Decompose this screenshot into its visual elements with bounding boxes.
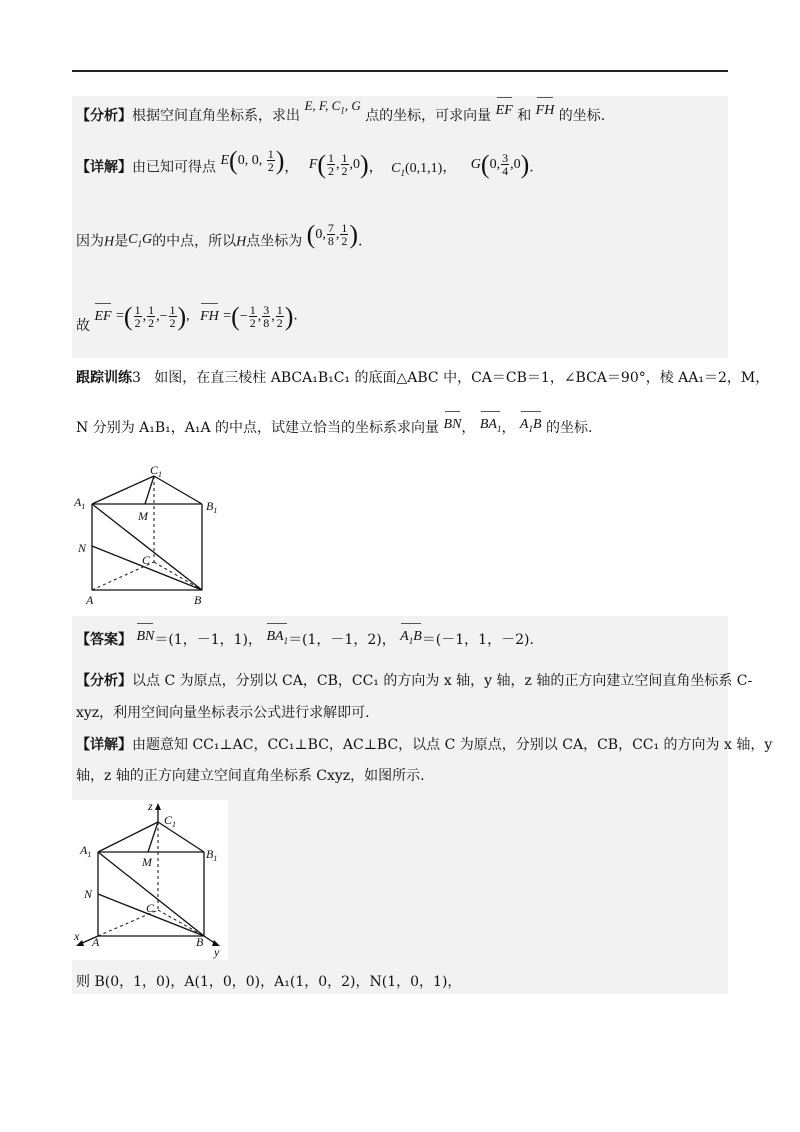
vector-EF: EF [496, 101, 513, 121]
analysis-line-1: 【分析】根据空间直角坐标系，求出 E, F, $C_1$, G 点的坐标，可求向量 EF 和 FH 的坐标. [76, 98, 606, 124]
midpoint-line: 因为H是$C_1G$的中点，所以H点坐标为 (0, $\frac{7}{8}$ , $\frac{1}{2}$ ). [76, 219, 363, 250]
answer-line: 【答案】 BN＝(1，－1，1)， $BA_1=(1$，－1，2)， $A_1B=(-1$，1，－2). [76, 630, 534, 655]
label-N-2: N [84, 887, 93, 901]
answer-label: 【答案】 [76, 632, 132, 648]
analysis2-label: 【分析】 [76, 673, 132, 689]
analysis2-line-1: 【分析】以点 C 为原点，分别以 CA，CB，CC₁ 的方向为 x 轴，y 轴，z 轴的正方向建立空间直角坐标系 C- [76, 673, 753, 689]
label-N: N [78, 541, 87, 555]
label-M: M [138, 509, 148, 523]
answer-vector-BA1: $BA_1$ [266, 627, 288, 651]
exercise-line-1: 跟踪训练3 如图，在直三棱柱 ABCA₁B₁C₁ 的底面△ABC 中，CA＝CB＝1，∠BCA＝90°，棱 AA₁＝2，M， [76, 370, 770, 386]
prism-figure-1 [72, 460, 232, 610]
label-B1: $B_1$ [206, 499, 218, 515]
vector-A1B: $A_1B$ [520, 415, 542, 439]
prism-figure-2 [72, 800, 228, 960]
analysis-label: 【分析】 [76, 108, 132, 124]
vector-BA1: $BA_1$ [480, 415, 502, 439]
detail-line-1: 【详解】由已知可得点 E(0, 0, $\frac{1}{2}$ )， F( $\frac{1}{2}$ , $\frac{1}{2}$ ,0)， $C_1(0,1,1)$， G(0, $\frac{3}{4}$ ,0). [76, 145, 534, 179]
label-A1: $A_1$ [74, 495, 86, 511]
exercise-label: 跟踪训练 [76, 370, 132, 386]
analysis2-line-2: xyz，利用空间向量坐标表示公式进行求解即可. [76, 705, 370, 721]
label-B1-2: $B_1$ [206, 847, 218, 863]
point-G: G(0, $\frac{3}{4}$ ,0) [470, 149, 530, 179]
point-list: E, F, $C_1$, G [304, 98, 361, 116]
label-z-axis: z [148, 800, 153, 813]
point-F: F( $\frac{1}{2}$ , $\frac{1}{2}$ ,0) [308, 149, 369, 179]
label-M-2: M [142, 855, 152, 869]
label-C: C [142, 553, 151, 567]
point-E: E(0, 0, $\frac{1}{2}$ ) [220, 145, 285, 175]
exercise-line-2: N 分别为 A₁B₁，A₁A 的中点，试建立恰当的坐标系求向量 BN， $BA_1$， $A_1B$ 的坐标. [76, 418, 592, 443]
label-A-2: A [92, 935, 100, 949]
answer-vector-A1B: $A_1B$ [400, 627, 422, 651]
answer-vector-BN: BN [136, 627, 154, 647]
detail-label: 【详解】 [76, 159, 132, 176]
label-C-2: C [146, 901, 155, 915]
label-C1-2: $C_1$ [164, 813, 177, 829]
point-H: (0, $\frac{7}{8}$ , $\frac{1}{2}$ ) [306, 219, 359, 249]
label-A1-2: $A_1$ [80, 843, 92, 859]
vector-BN: BN [444, 415, 462, 435]
vector-EF-result: EF [94, 307, 111, 327]
final-coordinates-line: 则 B(0，1，0)，A(1，0，0)，A₁(1，0，2)，N(1，0，1)， [76, 974, 462, 990]
label-A: A [86, 593, 94, 607]
point-C1: $C_1(0,1,1)$ [391, 160, 443, 178]
header-rule [72, 70, 728, 72]
vector-FH: FH [536, 101, 555, 121]
detail2-line-2: 轴，z 轴的正方向建立空间直角坐标系 Cxyz，如图所示. [76, 768, 425, 784]
detail2-line-1: 【详解】由题意知 CC₁⊥AC，CC₁⊥BC，AC⊥BC，以点 C 为原点，分别以 CA，CB，CC₁ 的方向为 x 轴，y [76, 737, 773, 753]
label-B-2: B [196, 935, 204, 949]
detail2-label: 【详解】 [76, 737, 132, 753]
label-x-axis: x [74, 929, 80, 943]
result-line: 故 EF =( $\frac{1}{2}$ , $\frac{1}{2}$ ,− $\frac{1}{2}$ ), FH =(− $\frac{1}{2}$ , $\frac{3}{8}$ , $\frac{1}{2}$ ). [76, 301, 298, 334]
label-C1: $C_1$ [150, 463, 163, 479]
label-y-axis: y [214, 945, 220, 959]
vector-FH-result: FH [200, 307, 219, 327]
label-B: B [194, 593, 202, 607]
